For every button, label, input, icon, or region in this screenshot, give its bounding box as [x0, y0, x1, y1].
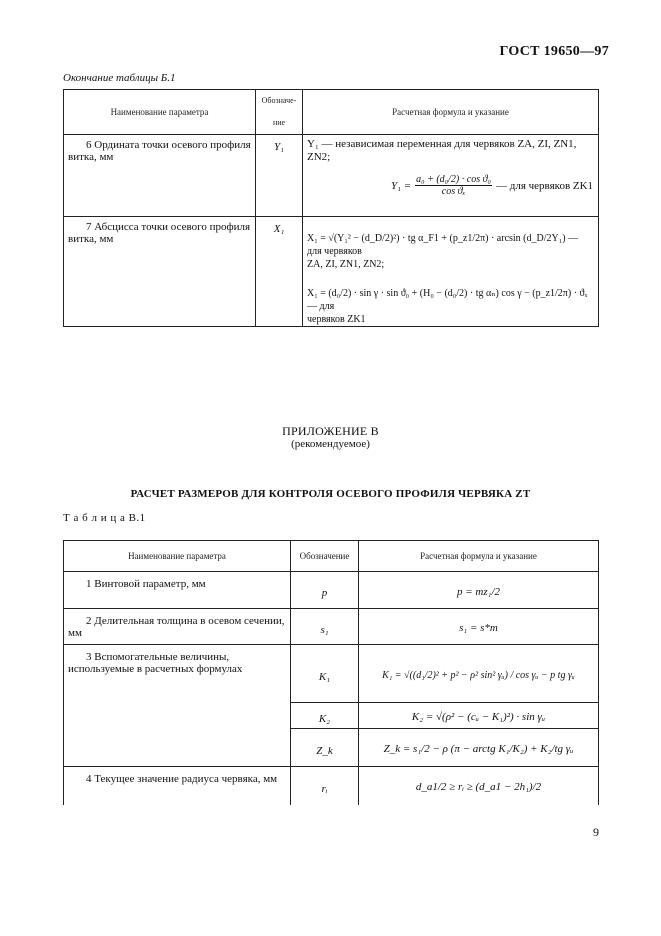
table2-row1-formula: p = mz₁/2 [359, 572, 599, 609]
table2-row2-formula: s₁ = s*m [359, 609, 599, 645]
appendix-title: ПРИЛОЖЕНИЕ В [282, 424, 379, 438]
table2-row1-symbol: p [291, 572, 359, 609]
row7-formula-line2: X₁ = (d₀/2) · sin γ · sin ϑ₀ + (H₀ − (d₀/2) · tg αₙ) cos γ − (p_z1/2π) · ϑₓ — для [307, 288, 588, 312]
table2-row3c-formula: Z_k = s₁/2 − ρ (π − arctg K₁/K₂) + K₂/tg γᵤ [359, 729, 599, 767]
table2-caption: Т а б л и ц а В.1 [63, 512, 146, 524]
table2-row4-formula: d_a1/2 ≥ rᵢ ≥ (d_a1 − 2h₁)/2 [359, 767, 599, 805]
table-row [64, 645, 599, 703]
row7-formula-line1: X₁ = √(Y₁² − (d_D/2)²) · tg α_F1 + (p_z1/2π) · arcsin (d_D/2Y₁) — для червяков [307, 233, 579, 257]
page-number: 9 [593, 825, 599, 839]
table2-row3-symbol: K₁ [291, 645, 359, 703]
table2-row2-name: 2 Делительная толщина в осевом сечении, мм [64, 609, 291, 645]
table1-row7-name: 7 Абсцисса точки осевого профиля витка, мм [64, 217, 256, 327]
table-row [64, 767, 599, 805]
table1-col-formula: Расчетная формула и указание [303, 90, 599, 135]
table1-caption: Окончание таблицы Б.1 [63, 72, 176, 84]
row6-formula-line1: Y₁ — независимая переменная для червяков ZA, ZI, ZN1, ZN2; [307, 138, 577, 163]
table1-row7-formula [303, 217, 599, 327]
table2-row4-symbol: rᵢ [291, 767, 359, 805]
table2-row3c-symbol: Z_k [291, 729, 359, 767]
table2-row3-name: 3 Вспомогательные величины, используемые в расчетных формулах [64, 645, 291, 767]
row6-fraction [415, 174, 492, 197]
table-row [64, 609, 599, 645]
table2 [63, 540, 599, 805]
table2-col-formula: Расчетная формула и указание [359, 541, 599, 572]
row7-formula-line1b: ZA, ZI, ZN1, ZN2; [307, 259, 385, 270]
table1-row6-formula [303, 135, 599, 217]
table1-col-symbol: Обозначе-ние [256, 90, 303, 135]
table-row [64, 217, 599, 327]
row6-numerator: a₀ + (d₀/2) · cos ϑ₀ [416, 174, 491, 185]
table1-row6-name: 6 Ордината точки осевого профиля витка, мм [64, 135, 256, 217]
table1-col-name: Наименование параметра [64, 90, 256, 135]
standard-code: ГОСТ 19650—97 [499, 44, 609, 59]
table1-row7-symbol: X₁ [256, 217, 303, 327]
table-row [64, 135, 599, 217]
table2-col-name: Наименование параметра [64, 541, 291, 572]
appendix-heading: РАСЧЕТ РАЗМЕРОВ ДЛЯ КОНТРОЛЯ ОСЕВОГО ПРОФИЛЯ ЧЕРВЯКА ZT [130, 488, 531, 500]
row6-note: — для червяков ZK1 [495, 179, 594, 192]
row6-denominator: cos ϑₓ [441, 186, 466, 197]
table2-row1-name: 1 Винтовой параметр, мм [64, 572, 291, 609]
table2-row3b-symbol: K₂ [291, 703, 359, 729]
table1-row6-symbol: Y₁ [256, 135, 303, 217]
row6-lhs: Y₁ = [391, 179, 412, 192]
table-row [64, 572, 599, 609]
row7-formula-line2b: червяков ZK1 [307, 314, 366, 325]
table2-row4-name: 4 Текущее значение радиуса червяка, мм [64, 767, 291, 805]
row6-formula-line2 [391, 174, 594, 197]
table1 [63, 89, 599, 327]
table2-row3-formula: K₁ = √((d₁/2)² + p² − ρ² sin² γᵤ) / cos γᵤ − p tg γᵤ [359, 645, 599, 703]
table2-row3b-formula: K₂ = √(ρ² − (cᵤ − K₁)²) · sin γᵤ [359, 703, 599, 729]
table2-col-symbol: Обозначение [291, 541, 359, 572]
appendix-subtitle: (рекомендуемое) [291, 438, 370, 450]
table2-row2-symbol: s₁ [291, 609, 359, 645]
